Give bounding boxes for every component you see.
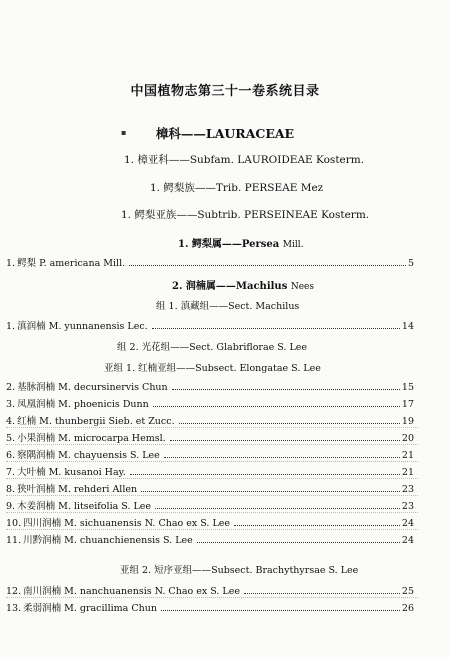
toc-entry bbox=[6, 379, 414, 393]
entry-page: 21 bbox=[401, 467, 414, 478]
family-heading: 樟科——LAURACEAE bbox=[155, 126, 295, 141]
entry-page: 15 bbox=[401, 382, 414, 393]
entry-page: 17 bbox=[401, 399, 414, 410]
entry-name: 察隅润楠 M. chayuensis S. Lee bbox=[17, 450, 160, 461]
entry-name: 凤凰润楠 M. phoenicis Dunn bbox=[17, 399, 149, 410]
toc-entry bbox=[6, 583, 414, 597]
entry-name: 柔弱润楠 M. gracillima Chun bbox=[23, 603, 157, 614]
section-heading: 组 2. 光花组——Sect. Glabriflorae S. Lee bbox=[117, 342, 308, 353]
row-divider bbox=[6, 444, 418, 445]
row-divider bbox=[6, 529, 418, 530]
entry-name: 基脉润楠 M. decursinervis Chun bbox=[17, 382, 168, 393]
entry-number: 11. bbox=[6, 535, 22, 546]
toc-entry bbox=[6, 600, 414, 614]
subfamily-heading: 1. 樟亚科——Subfam. LAUROIDEAE Kosterm. bbox=[124, 154, 365, 166]
toc-entry bbox=[6, 396, 414, 410]
entry-number: 1. bbox=[6, 321, 16, 332]
entry-name: 南川润楠 M. nanchuanensis N. Chao ex S. Lee bbox=[23, 586, 240, 597]
entry-page: 5 bbox=[407, 258, 414, 269]
entry-name: 滇润楠 M. yunnanensis Lec. bbox=[17, 321, 148, 332]
entry-page: 19 bbox=[401, 416, 414, 427]
entry-number: 4. bbox=[6, 416, 16, 427]
entry-page: 20 bbox=[401, 433, 414, 444]
entry-name: 四川润楠 M. sichuanensis N. Chao ex S. Lee bbox=[23, 518, 230, 529]
entry-number: 1. bbox=[6, 258, 16, 269]
row-divider bbox=[6, 427, 418, 428]
row-divider bbox=[6, 512, 418, 513]
entry-page: 14 bbox=[401, 321, 414, 332]
leader-dots bbox=[161, 609, 400, 611]
genus-name: 2. 润楠属——Machilus bbox=[172, 281, 288, 292]
leader-dots bbox=[179, 422, 400, 424]
genus-author: Nees bbox=[290, 282, 314, 292]
entry-name: 红楠 M. thunbergii Sieb. et Zucc. bbox=[17, 416, 175, 427]
entry-page: 24 bbox=[401, 535, 414, 546]
section-heading: 组 1. 滇藏组——Sect. Machilus bbox=[156, 301, 300, 312]
entry-number: 8. bbox=[6, 484, 16, 495]
tribe-heading: 1. 鳄梨族——Trib. PERSEAE Mez bbox=[150, 182, 324, 194]
entry-page: 26 bbox=[401, 603, 414, 614]
leader-dots bbox=[244, 592, 400, 594]
toc-entry bbox=[6, 515, 414, 529]
entry-page: 21 bbox=[401, 450, 414, 461]
row-divider bbox=[6, 597, 418, 598]
subtribe-heading: 1. 鳄梨亚族——Subtrib. PERSEINEAE Kosterm. bbox=[121, 209, 370, 221]
leader-dots bbox=[141, 490, 400, 492]
genus-heading-machilus bbox=[172, 277, 314, 292]
leader-dots bbox=[164, 456, 400, 458]
entry-number: 5. bbox=[6, 433, 16, 444]
entry-name: 狭叶润楠 M. rehderi Allen bbox=[17, 484, 138, 495]
leader-dots bbox=[234, 524, 400, 526]
entry-number: 12. bbox=[6, 586, 22, 597]
row-divider bbox=[6, 495, 418, 496]
toc-entry bbox=[6, 481, 414, 495]
entry-name: 大叶楠 M. kusanoi Hay. bbox=[17, 467, 126, 478]
leader-dots bbox=[197, 541, 400, 543]
leader-dots bbox=[172, 388, 400, 390]
entry-page: 25 bbox=[401, 586, 414, 597]
entry-name: 鳄梨 P. americana Mill. bbox=[17, 258, 126, 269]
row-divider bbox=[6, 478, 418, 479]
leader-dots bbox=[129, 264, 406, 266]
entry-name: 川黔润楠 M. chuanchienensis S. Lee bbox=[23, 535, 193, 546]
genus-heading-persea bbox=[178, 235, 303, 250]
toc-entry bbox=[6, 464, 414, 478]
leader-dots bbox=[153, 405, 400, 407]
entry-name: 小果润楠 M. microcarpa Hemsl. bbox=[17, 433, 166, 444]
toc-entry bbox=[6, 413, 414, 427]
entry-number: 9. bbox=[6, 501, 16, 512]
entry-page: 24 bbox=[401, 518, 414, 529]
toc-entry bbox=[6, 430, 414, 444]
entry-number: 3. bbox=[6, 399, 16, 410]
page-title: 中国植物志第三十一卷系统目录 bbox=[130, 84, 320, 99]
leader-dots bbox=[130, 473, 400, 475]
leader-dots bbox=[170, 439, 400, 441]
subsection-heading: 亚组 1. 红楠亚组——Subsect. Elongatae S. Lee bbox=[104, 363, 321, 374]
entry-number: 7. bbox=[6, 467, 16, 478]
row-divider bbox=[6, 461, 418, 462]
subsection-heading: 亚组 2. 短序亚组——Subsect. Brachythyrsae S. Lee bbox=[120, 565, 359, 576]
entry-page: 23 bbox=[401, 484, 414, 495]
entry-number: 6. bbox=[6, 450, 16, 461]
entry-number: 2. bbox=[6, 382, 16, 393]
toc-entry bbox=[6, 447, 414, 461]
entry-number: 13. bbox=[6, 603, 22, 614]
scan-mark: ▪ bbox=[121, 128, 127, 137]
toc-entry bbox=[6, 498, 414, 512]
leader-dots bbox=[155, 507, 400, 509]
leader-dots bbox=[152, 327, 400, 329]
genus-name: 1. 鳄梨属——Persea bbox=[178, 239, 280, 250]
genus-author: Mill. bbox=[282, 240, 304, 250]
entry-name: 木姜润楠 M. litseifolia S. Lee bbox=[17, 501, 152, 512]
entry-page: 23 bbox=[401, 501, 414, 512]
entry-number: 10. bbox=[6, 518, 22, 529]
toc-entry bbox=[6, 318, 414, 332]
toc-entry bbox=[6, 255, 414, 269]
toc-entry bbox=[6, 532, 414, 546]
